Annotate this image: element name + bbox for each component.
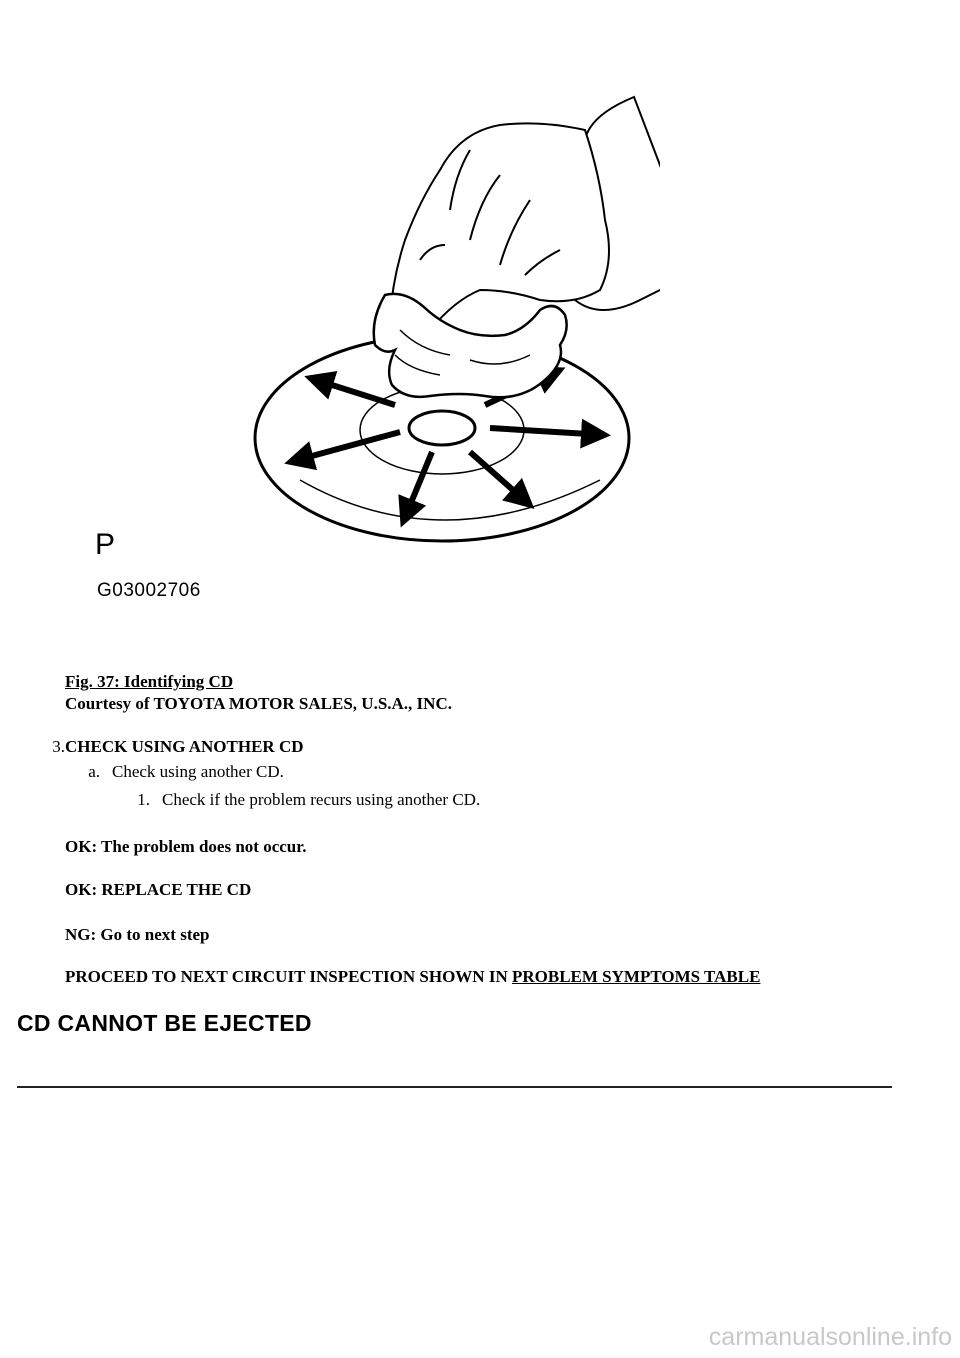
substep-a-marker: a. (88, 762, 100, 781)
proceed-text: PROCEED TO NEXT CIRCUIT INSPECTION SHOWN IN (65, 967, 512, 986)
substep-1-text: Check if the problem recurs using another CD. (162, 790, 481, 809)
watermark: carmanualsonline.info (708, 1323, 952, 1351)
section-divider (17, 1086, 892, 1088)
cd-cleaning-illustration (80, 90, 660, 610)
section-heading: CD CANNOT BE EJECTED (17, 1010, 312, 1036)
cleaning-cloth (374, 294, 567, 397)
substep-a (72, 762, 284, 782)
ng-action: NG: Go to next step (65, 925, 210, 944)
ok-action: OK: REPLACE THE CD (65, 880, 252, 899)
substep-1 (122, 790, 480, 810)
substep-1-marker: 1. (137, 790, 150, 809)
substep-a-text: Check using another CD. (112, 762, 284, 781)
figure-code-label: G03002706 (97, 580, 201, 601)
proceed-instruction (65, 967, 760, 987)
figure-caption-link[interactable]: Fig. 37: Identifying CD (65, 672, 234, 691)
step-title: CHECK USING ANOTHER CD (65, 737, 304, 756)
step-number: 3. (52, 737, 65, 756)
ok-condition: OK: The problem does not occur. (65, 837, 307, 856)
problem-symptoms-table-link[interactable]: PROBLEM SYMPTOMS TABLE (511, 967, 761, 986)
step-heading (35, 737, 304, 757)
figure-courtesy: Courtesy of TOYOTA MOTOR SALES, U.S.A., INC. (65, 694, 452, 713)
figure-letter-label: P (95, 528, 117, 561)
